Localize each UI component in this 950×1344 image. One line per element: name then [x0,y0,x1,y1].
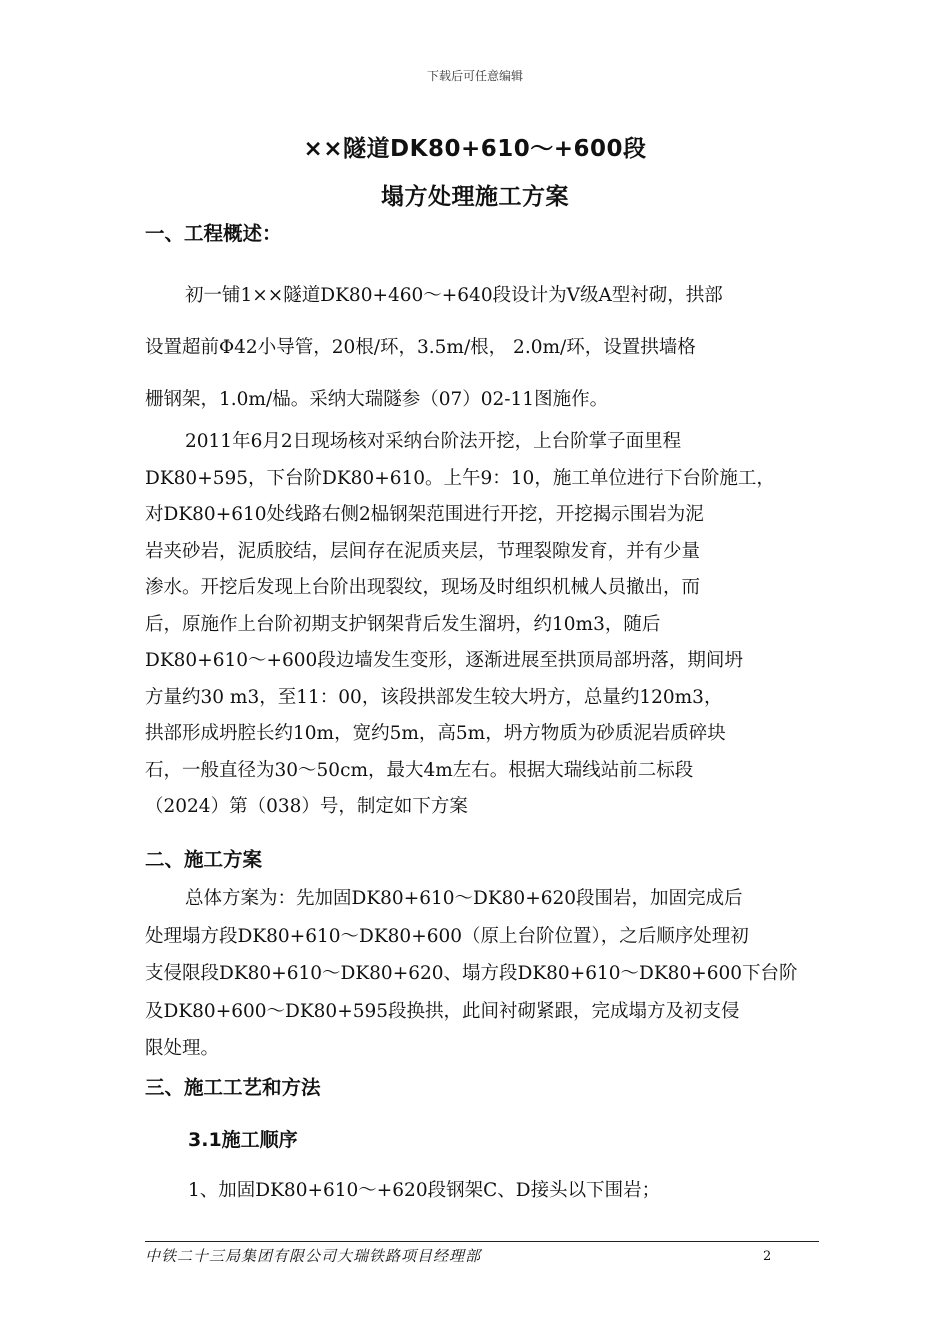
paragraph-line: 处理塌方段DK80+610～DK80+600（原上台阶位置），之后顺序处理初 [145,925,749,947]
paragraph-line: 方量约30 m3，至11：00，该段拱部发生较大坍方，总量约120m3， [145,686,723,708]
step-item: 1、加固DK80+610～+620段钢架C、D接头以下围岩； [188,1180,661,1201]
paragraph-line: 石，一般直径为30～50cm，最大4m左右。根据大瑞线站前二标段 [145,759,694,781]
document-title-line2: 塌方处理施工方案 [381,184,569,210]
document-title-line1: ××隧道DK80+610～+600段 [303,136,647,162]
paragraph-line: 栅钢架，1.0m/榀。采纳大瑞隧参（07）02-11图施作。 [145,389,609,410]
paragraph-line: DK80+610～+600段边墙发生变形，逐渐进展至拱顶局部坍落，期间坍 [145,650,743,671]
section3-heading: 三、施工工艺和方法 [145,1076,321,1099]
paragraph-line: （2024）第（038）号，制定如下方案 [145,796,468,817]
paragraph-line: 2011年6月2日现场核对采纳台阶法开挖，上台阶掌子面里程 [185,431,682,452]
paragraph-line: 及DK80+600～DK80+595段换拱，此间衬砌紧跟，完成塌方及初支侵 [145,1000,740,1022]
paragraph-line: DK80+595，下台阶DK80+610。上午9：10，施工单位进行下台阶施工， [145,467,775,489]
paragraph-line: 初一铺1××隧道DK80+460～+640段设计为Ⅴ级A型衬砌，拱部 [185,285,723,306]
footer-organization: 中铁二十三局集团有限公司大瑞铁路项目经理部 [145,1247,482,1265]
paragraph-line: 拱部形成坍腔长约10m，宽约5m，高5m，坍方物质为砂质泥岩质碎块 [145,723,726,744]
paragraph-line: 岩夹砂岩，泥质胶结，层间存在泥质夹层，节理裂隙发育，并有少量 [145,540,701,562]
section1-heading: 一、工程概述： [145,222,282,245]
section2-paragraph [145,880,821,1068]
footer-divider [145,1241,819,1242]
paragraph-line: 总体方案为：先加固DK80+610～DK80+620段围岩，加固完成后 [185,888,743,909]
paragraph-line: 限处理。 [145,1038,220,1059]
paragraph-line: 支侵限段DK80+610～DK80+620、塌方段DK80+610～DK80+600下台阶 [145,963,798,984]
paragraph-line: 设置超前Φ42小导管，20根/环，3.5m/根， 2.0m/环，设置拱墙格 [145,337,696,358]
paragraph-line: 对DK80+610处线路右侧2榀钢架范围进行开挖，开挖揭示围岩为泥 [145,504,704,525]
section1-paragraph1 [145,270,821,426]
subsection-heading: 3.1施工顺序 [188,1129,298,1151]
paragraph-line: 后，原施作上台阶初期支护钢架背后发生溜坍，约10m3，随后 [145,613,661,635]
page-header-note: 下载后可任意编辑 [426,69,523,83]
section1-paragraph2 [145,424,821,826]
paragraph-line: 渗水。开挖后发现上台阶出现裂纹，现场及时组织机械人员撤出，而 [145,577,701,598]
section2-heading: 二、施工方案 [145,848,263,871]
page-number: 2 [763,1249,772,1264]
